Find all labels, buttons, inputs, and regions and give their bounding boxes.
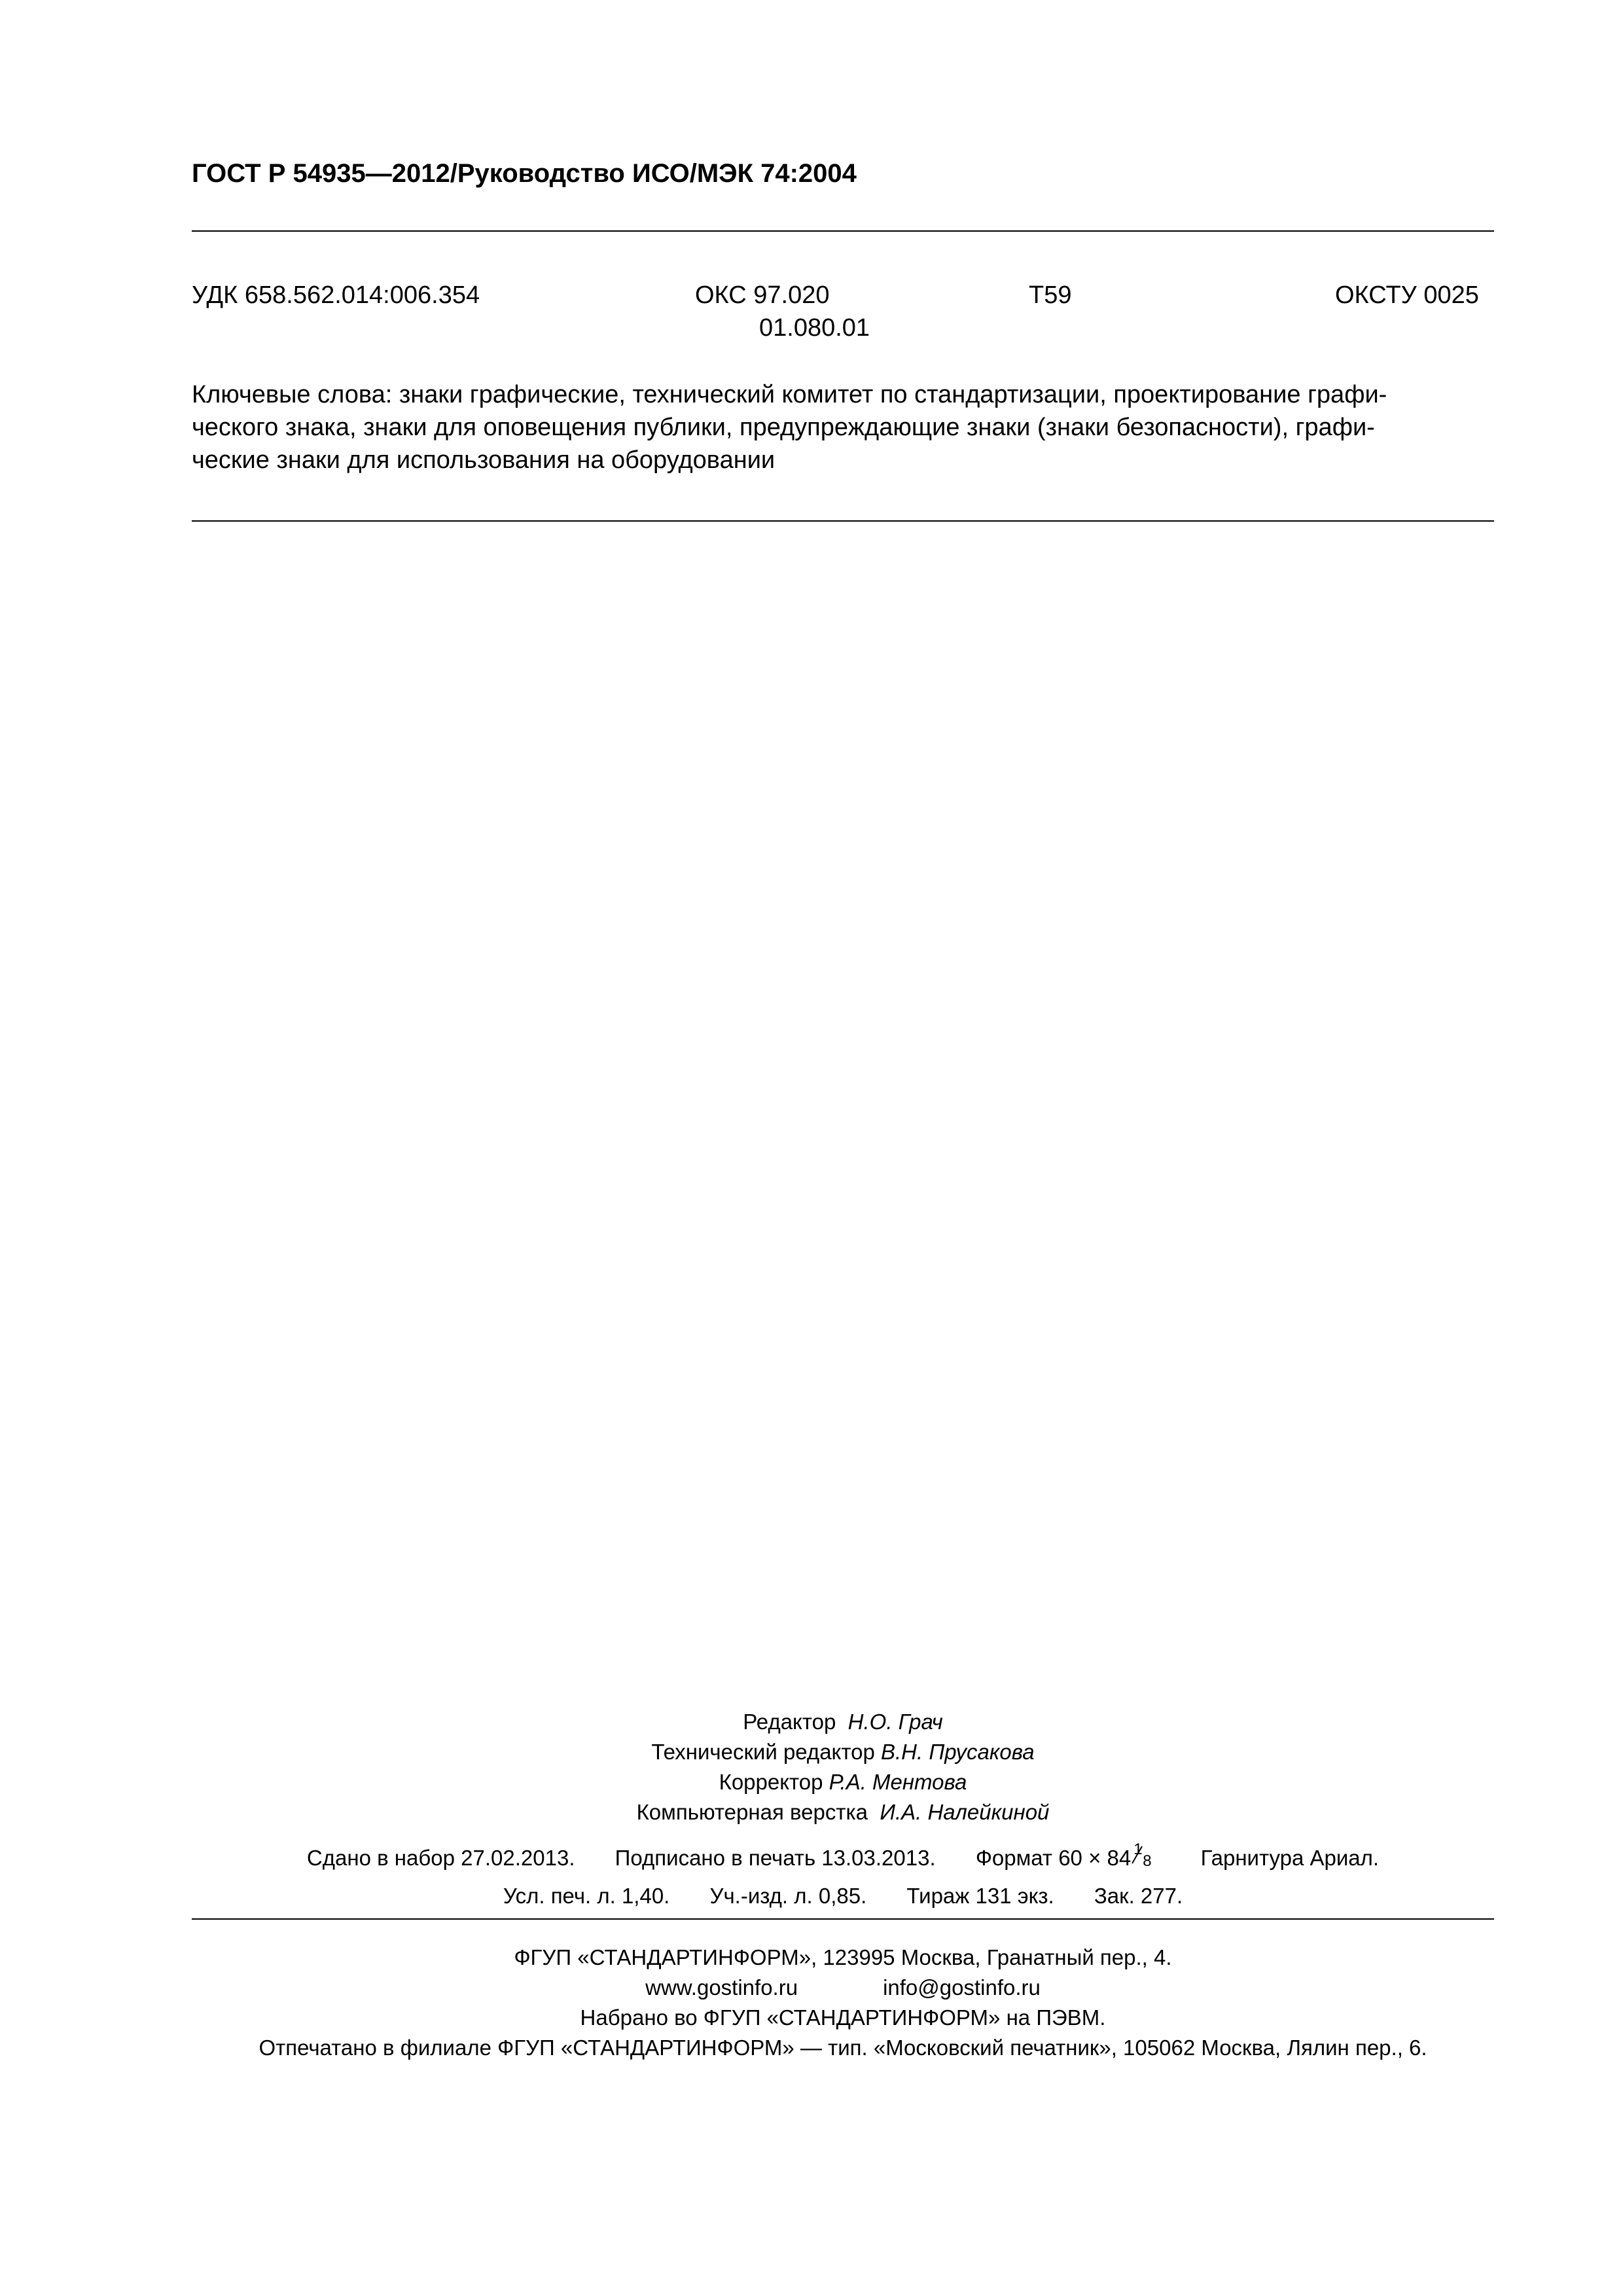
layout-name: И.А. Налейкиной [880, 1800, 1050, 1824]
website-link[interactable]: www.gostinfo.ru [645, 1975, 798, 2000]
format-label: Формат 60 [975, 1846, 1082, 1870]
format-84: 84 [1107, 1846, 1132, 1870]
print-sheets: Усл. печ. л. 1,40. [503, 1884, 670, 1908]
udk-code: УДК 658.562.014:006.354 [192, 281, 480, 309]
editor-name: Н.О. Грач [847, 1710, 943, 1734]
publisher-address: ФГУП «СТАНДАРТИНФОРМ», 123995 Москва, Гранатный пер., 4. [514, 1945, 1172, 1969]
okstu-code: ОКСТУ 0025 [1335, 281, 1479, 309]
keywords-line-1: Ключевые слова: знаки графические, технический комитет по стандартизации, проектирование графи- [192, 381, 1387, 408]
credits-block [192, 1707, 1494, 1827]
publication-line-1 [192, 1840, 1494, 1871]
t-code: Т59 [1029, 281, 1072, 309]
format-times: × [1088, 1846, 1101, 1870]
tech-editor-label: Технический редактор [651, 1740, 875, 1764]
tech-editor-name: В.Н. Прусакова [880, 1740, 1035, 1764]
keywords-block [192, 378, 1494, 476]
typeface-info: Гарнитура Ариал. [1200, 1846, 1380, 1870]
submitted-date: Сдано в набор 27.02.2013. [306, 1846, 575, 1870]
contact-line [192, 1973, 1494, 2003]
oks-code-2: 01.080.01 [759, 314, 870, 342]
editor-label: Редактор [743, 1710, 836, 1734]
typeset-info: Набрано во ФГУП «СТАНДАРТИНФОРМ» на ПЭВМ. [580, 2005, 1106, 2030]
format-fraction [1131, 1840, 1154, 1871]
tech-editor-line [192, 1737, 1494, 1767]
pub-sheets: Уч.-изд. л. 0,85. [709, 1884, 867, 1908]
keywords-line-2: ческого знака, знаки для оповещения публики, предупреждающие знаки (знаки безопасности), графи- [192, 414, 1375, 441]
corrector-name: Р.А. Ментова [829, 1770, 967, 1794]
header-divider [192, 230, 1494, 232]
print-run: Тираж 131 экз. [906, 1884, 1054, 1908]
keywords-line-3: ческие знаки для использования на оборудовании [192, 446, 776, 474]
format-fraction-num: 1 [1133, 1840, 1143, 1858]
oks-code-1: ОКС 97.020 [695, 281, 830, 309]
signed-date: Подписано в печать 13.03.2013. [615, 1846, 936, 1870]
format-fraction-den: 8 [1143, 1852, 1152, 1870]
printer-block [192, 1943, 1494, 2063]
document-title: ГОСТ Р 54935—2012/Руководство ИСО/МЭК 74:2004 [192, 159, 857, 188]
layout-line [192, 1797, 1494, 1827]
corrector-label: Корректор [719, 1770, 823, 1794]
corrector-line [192, 1767, 1494, 1797]
publication-line-2 [192, 1884, 1494, 1909]
email-link[interactable]: info@gostinfo.ru [883, 1975, 1041, 2000]
order-number: Зак. 277. [1094, 1884, 1183, 1908]
printed-info: Отпечатано в филиале ФГУП «СТАНДАРТИНФОРМ» — тип. «Московский печатник», 105062 Москва, Лялин пер., 6. [259, 2036, 1427, 2060]
layout-label: Компьютерная верстка [636, 1800, 868, 1824]
editor-line [192, 1707, 1494, 1737]
publication-divider [192, 1918, 1494, 1920]
format-info [975, 1840, 1161, 1870]
keywords-divider [192, 520, 1494, 522]
